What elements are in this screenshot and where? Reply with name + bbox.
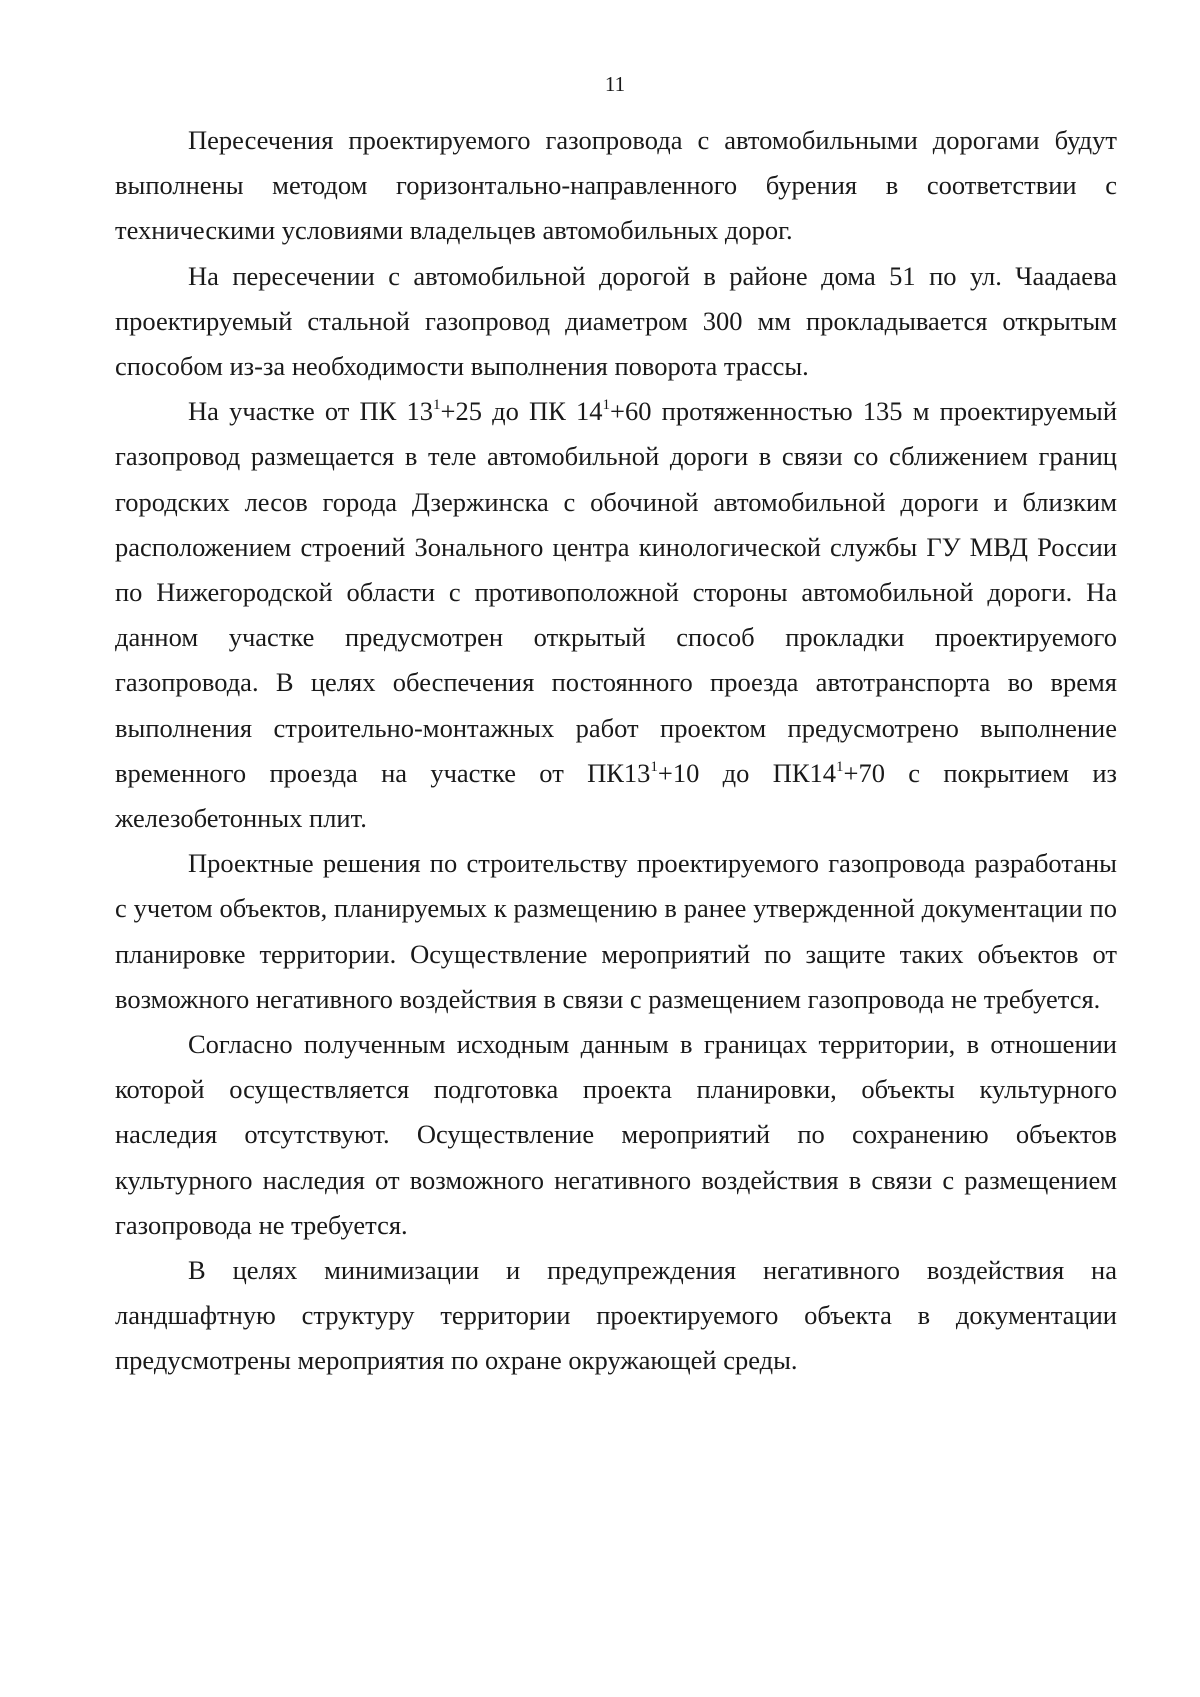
text-run: +25 до ПК 14	[440, 396, 603, 427]
page-number: 11	[604, 72, 626, 96]
text-run: +10 до ПК14	[657, 757, 837, 788]
paragraph	[115, 1248, 1117, 1384]
paragraph	[115, 254, 1117, 390]
superscript: 1	[602, 397, 611, 414]
text-run: Согласно полученным исходным данным в границах территории, в отношении которой осуществляется подготовка проекта планировки, объекты культурного наследия отсутствуют. Осуществление мероприятий по сохранению объектов культурного наследия от возможного негативного воздействия в связи с размещением газопровода не требуется.	[115, 1029, 1117, 1240]
text-run: На участке от ПК 13	[188, 396, 434, 427]
superscript: 1	[650, 758, 658, 775]
paragraph	[115, 389, 1117, 841]
paragraph	[115, 1022, 1117, 1248]
text-run: В целях минимизации и предупреждения негативного воздействия на ландшафтную структуру территории проектируемого объекта в документации предусмотрены мероприятия по охране окружающей среды.	[115, 1255, 1117, 1376]
paragraph	[115, 841, 1117, 1022]
text-run: Пересечения проектируемого газопровода с автомобильными дорогами будут выполнены методом горизонтально-направленного бурения в соответствии с техническими условиями владельцев автомобильных дорог.	[115, 125, 1117, 246]
text-run: +70 с покрытием из железобетонных плит.	[115, 757, 1117, 834]
superscript: 1	[433, 397, 441, 414]
body-text	[115, 118, 1117, 1384]
paragraph	[115, 118, 1117, 254]
superscript: 1	[836, 758, 844, 775]
text-run: Проектные решения по строительству проектируемого газопровода разработаны с учетом объектов, планируемых к размещению в ранее утвержденной документации по планировке территории. Осуществление мероприятий по защите таких объектов от возможного негативного воздействия в связи с размещением газопровода не требуется.	[115, 848, 1117, 1014]
text-run: На пересечении с автомобильной дорогой в районе дома 51 по ул. Чаадаева проектируемый стальной газопровод диаметром 300 мм прокладывается открытым способом из-за необходимости выполнения поворота трассы.	[115, 260, 1117, 382]
text-run: +60 протяженностью 135 м проектируемый газопровод размещается в теле автомобильной дороги в связи со сближением границ городских лесов города Дзержинска с обочиной автомобильной дороги и близким расположением строений Зонального центра кинологической службы ГУ МВД России по Нижегородской области с противоположной стороны автомобильной дороги. На данном участке предусмотрен открытый способ прокладки проектируемого газопровода. В целях обеспечения постоянного проезда автотранспорта во время выполнения строительно-монтажных работ проектом предусмотрено выполнение временного проезда на участке от ПК13	[115, 396, 1118, 788]
